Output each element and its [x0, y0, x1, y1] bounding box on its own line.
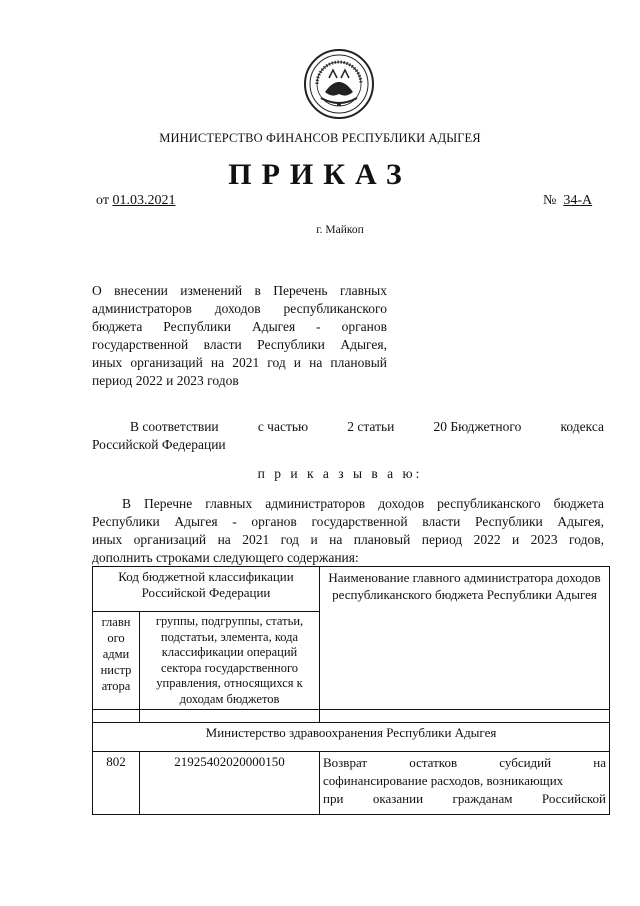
main-text-line: иных организаций на 2021 год и на плановый период 2022 и 2023 годов,	[92, 532, 604, 547]
basis-word: 20 Бюджетного	[433, 419, 522, 434]
revenue-name-line: при оказании гражданам Российской	[323, 791, 606, 806]
subject-line: О внесении изменений в Перечень главных	[92, 283, 387, 298]
header-revenue-code: группы, подгруппы, статьи, подстатьи, элемента, кода классификации операций сектора государственного управления, относящихся к доходам бюджетов	[140, 612, 320, 710]
basis-word: с частью	[257, 419, 309, 434]
main-text-paragraph	[92, 495, 604, 567]
order-number-line	[543, 193, 592, 209]
basis-word: В соответствии	[130, 419, 219, 434]
document-title: ПРИКАЗ	[228, 158, 412, 191]
revenue-name-line: Возврат остатков субсидий на	[323, 755, 606, 770]
city: г. Майкоп	[316, 224, 364, 236]
main-text-line: Республики Адыгея - органов государственной власти Республики Адыгея,	[92, 514, 604, 529]
header-admin-name: Наименование главного администратора доходов республиканского бюджета Республики Адыгея	[320, 567, 610, 710]
legal-basis-paragraph	[92, 418, 604, 454]
header-admin-code: главн ого адми нистр атора	[93, 612, 140, 710]
order-number: 34-А	[563, 193, 593, 208]
spacer-cell	[320, 710, 610, 723]
page-bottom-mask	[92, 836, 612, 906]
subject-line: администраторов доходов республиканского	[92, 301, 387, 316]
administrators-table	[92, 566, 610, 815]
organization-row: Министерство здравоохранения Республики Адыгея	[93, 723, 610, 752]
revenue-name-cell	[320, 752, 610, 815]
basis-word: 2 статьи	[347, 419, 395, 434]
republic-emblem-icon	[303, 48, 375, 120]
subject-line: иных организаций на 2021 год и на плановый	[92, 355, 387, 370]
order-date: 01.03.2021	[112, 193, 176, 208]
subject-line: период 2022 и 2023 годов	[92, 373, 239, 388]
order-date-line	[96, 193, 175, 209]
ministry-name: МИНИСТЕРСТВО ФИНАНСОВ РЕСПУБЛИКИ АДЫГЕЯ	[159, 131, 481, 145]
number-prefix: №	[543, 193, 557, 208]
kbk-cell: 21925402020000150	[140, 752, 320, 815]
main-text-line: В Перечне главных администраторов доходов республиканского бюджета	[122, 496, 604, 511]
order-word: п р и к а з ы в а ю:	[257, 466, 423, 481]
table-row	[93, 752, 610, 815]
main-text-line: дополнить строками следующего содержания:	[92, 550, 359, 565]
subject-line: бюджета Республики Адыгея - органов	[92, 319, 387, 334]
subject-line: государственной власти Республики Адыгея,	[92, 337, 387, 352]
basis-word: кодекса	[560, 419, 604, 434]
spacer-cell	[140, 710, 320, 723]
basis-line-2: Российской Федерации	[92, 437, 226, 452]
revenue-name-line: софинансирование расходов, возникающих	[323, 773, 564, 788]
spacer-cell	[93, 710, 140, 723]
header-kbk: Код бюджетной классификации Российской Федерации	[93, 567, 320, 612]
date-prefix: от	[96, 193, 109, 208]
admin-code-cell: 802	[93, 752, 140, 815]
order-subject	[92, 282, 387, 390]
